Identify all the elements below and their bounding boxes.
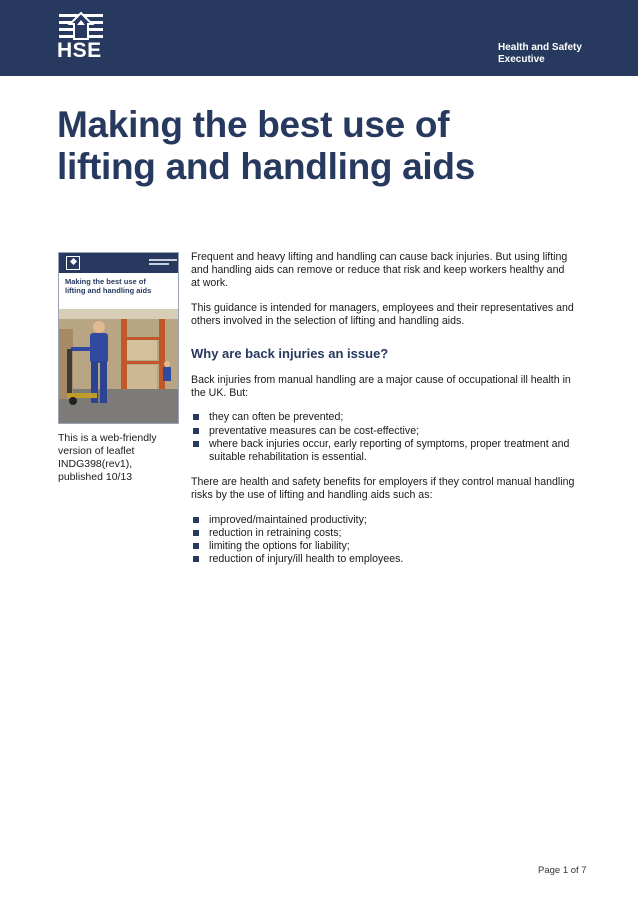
section-heading: Why are back injuries an issue? xyxy=(191,346,389,362)
cover-title-line2: lifting and handling aids xyxy=(65,286,152,295)
caption-line: INDG398(rev1), xyxy=(58,458,133,470)
cover-header xyxy=(59,253,179,273)
list-item: they can often be prevented; xyxy=(191,411,576,424)
main-content xyxy=(191,251,576,578)
list-item: preventative measures can be cost-effective; xyxy=(191,425,576,438)
org-name-line2: Executive xyxy=(498,54,545,65)
intro-paragraph: Frequent and heavy lifting and handling can cause back injuries. But using lifting and handling aids can remove or reduce that risk and keep workers healthy and at work. xyxy=(191,251,568,290)
cover-title xyxy=(65,277,175,295)
list-item: limiting the options for liability; xyxy=(191,540,576,553)
title-line1: Making the best use of xyxy=(57,104,450,145)
org-name-line1: Health and Safety xyxy=(498,42,582,53)
list-item: reduction of injury/ill health to employees. xyxy=(191,553,576,566)
hse-logo xyxy=(57,12,105,62)
cover-title-line1: Making the best use of xyxy=(65,277,146,286)
hse-emblem-icon xyxy=(59,12,103,40)
caption-line: published 10/13 xyxy=(58,471,133,483)
cover-org-mark xyxy=(149,259,177,261)
cover-org-mark-2 xyxy=(149,263,169,265)
caption-line: This is a web-friendly xyxy=(58,432,157,444)
cover-caption xyxy=(58,432,178,484)
cover-logo-icon xyxy=(66,256,80,270)
header-banner xyxy=(0,0,638,76)
prevention-bullet-list xyxy=(191,411,576,464)
title-line2: lifting and handling aids xyxy=(57,146,475,187)
cover-photo-warehouse-worker xyxy=(59,309,179,424)
list-item: reduction in retraining costs; xyxy=(191,527,576,540)
leaflet-cover-thumbnail xyxy=(58,252,179,424)
caption-line: version of leaflet xyxy=(58,445,135,457)
logo-text: HSE xyxy=(57,39,102,62)
list-item: improved/maintained productivity; xyxy=(191,514,576,527)
org-name xyxy=(498,42,582,66)
benefits-bullet-list xyxy=(191,514,576,567)
benefits-paragraph: There are health and safety benefits for employers if they control manual handling risks by the use of lifting and handling aids such as: xyxy=(191,476,575,502)
warehouse-illustration xyxy=(59,309,179,424)
list-item: where back injuries occur, early reporting of symptoms, proper treatment and suitable rehabilitation is essential. xyxy=(191,438,576,464)
audience-paragraph: This guidance is intended for managers, employees and their representatives and others involved in the selection of lifting and handling aids. xyxy=(191,301,574,327)
page-title xyxy=(57,104,577,188)
page-number: Page 1 of 7 xyxy=(538,865,587,876)
back-injuries-paragraph: Back injuries from manual handling are a major cause of occupational ill health in the UK. But: xyxy=(191,374,571,400)
